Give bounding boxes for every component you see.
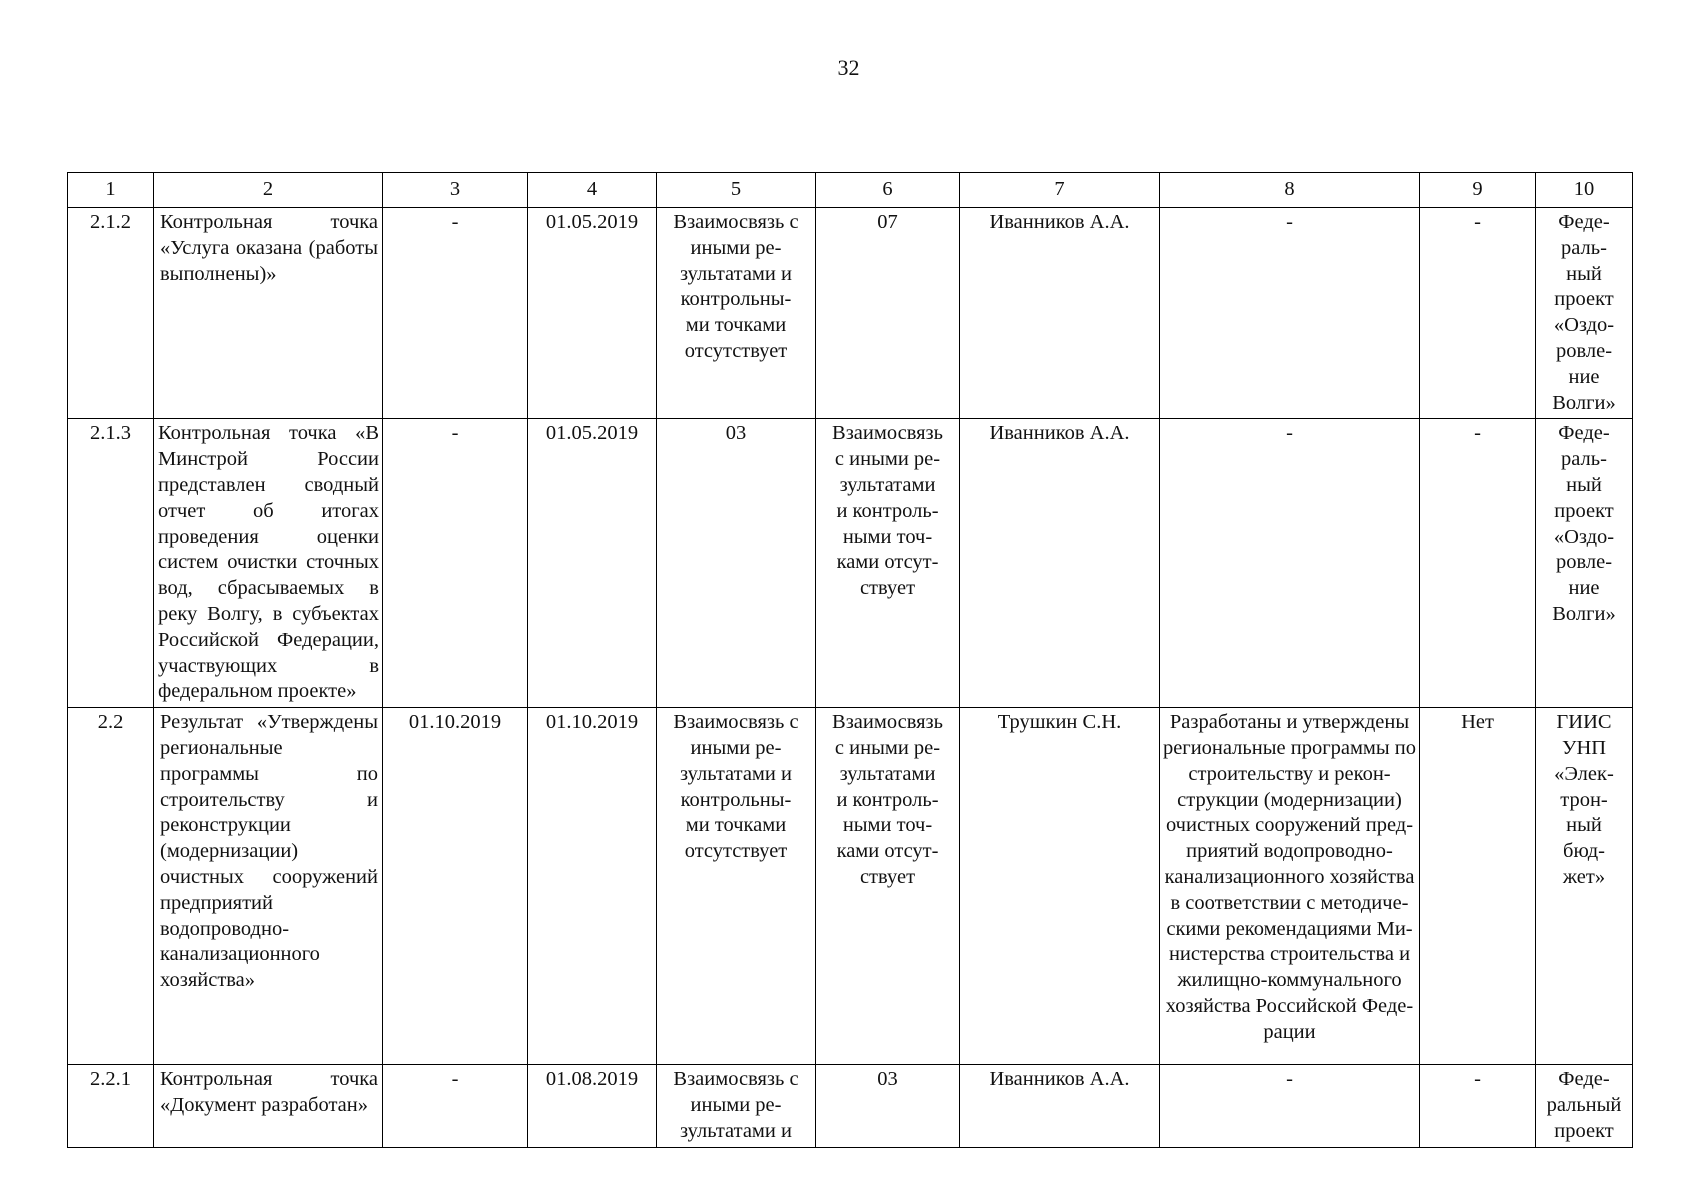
responsible-cell: Трушкин С.Н. — [960, 708, 1160, 1065]
column-header: 9 — [1420, 173, 1536, 208]
page-number: 32 — [837, 55, 860, 80]
start-date: - — [383, 419, 528, 708]
column-header: 6 — [816, 173, 960, 208]
column-header: 4 — [528, 173, 657, 208]
row-number: 2.2.1 — [68, 1065, 154, 1147]
end-date: 01.05.2019 — [528, 419, 657, 708]
row-name: Контрольная точка «В Минстрой России представлен сводный отчет об итогах проведения оценки систем очистки сточных вод, сбрасываемых в реку Волгу, в субъектах Российской Федерации, участвующих в федеральном проекте» — [154, 419, 383, 708]
row-number: 2.1.2 — [68, 208, 154, 419]
predecessor-cell: Взаимосвязь с иными ре- зультатами и — [657, 1065, 816, 1147]
system-cell: Феде- раль- ный проект «Оздо- ровле- ние Волги» — [1536, 419, 1633, 708]
result-cell: Разработаны и утверждены региональные программы по строительству и рекон- струкции (модернизации) очистных сооружений пред- приятий водопроводно- канализационного хозяйства в соответствии с методиче- скими рекомендациями Ми- нистерства строительства и жилищно-коммунального хозяйства Российской Феде- рации — [1160, 708, 1420, 1065]
successor-cell: 03 — [816, 1065, 960, 1147]
row-name: Результат «Утверждены региональные программы по строительству и реконструкции (модернизации) очистных сооружений предприятий водопроводно-канализационного хозяйства» — [154, 708, 383, 1065]
column-header: 10 — [1536, 173, 1633, 208]
row-name: Контрольная точка «Документ разработан» — [154, 1065, 383, 1147]
column-header: 5 — [657, 173, 816, 208]
start-date: 01.10.2019 — [383, 708, 528, 1065]
header-row — [68, 173, 1633, 208]
row-name: Контрольная точка «Услуга оказана (работы выполнены)» — [154, 208, 383, 419]
result-cell: - — [1160, 419, 1420, 708]
system-cell: Феде- раль- ный проект «Оздо- ровле- ние Волги» — [1536, 208, 1633, 419]
level-cell: Нет — [1420, 708, 1536, 1065]
result-cell: - — [1160, 1065, 1420, 1147]
table-row — [68, 708, 1633, 1065]
column-header: 2 — [154, 173, 383, 208]
level-cell: - — [1420, 1065, 1536, 1147]
column-header: 1 — [68, 173, 154, 208]
column-header: 7 — [960, 173, 1160, 208]
column-header: 8 — [1160, 173, 1420, 208]
level-cell: - — [1420, 419, 1536, 708]
column-header: 3 — [383, 173, 528, 208]
successor-cell: 07 — [816, 208, 960, 419]
predecessor-cell: Взаимосвязь с иными ре- зультатами и контрольны- ми точками отсутствует — [657, 208, 816, 419]
responsible-cell: Иванников А.А. — [960, 208, 1160, 419]
end-date: 01.05.2019 — [528, 208, 657, 419]
row-number: 2.2 — [68, 708, 154, 1065]
row-number: 2.1.3 — [68, 419, 154, 708]
start-date: - — [383, 208, 528, 419]
successor-cell: Взаимосвязь с иными ре- зультатами и контроль- ными точ- ками отсут- ствует — [816, 419, 960, 708]
system-cell: Феде- ральный проект — [1536, 1065, 1633, 1147]
predecessor-cell: Взаимосвязь с иными ре- зультатами и контрольны- ми точками отсутствует — [657, 708, 816, 1065]
successor-cell: Взаимосвязь с иными ре- зультатами и контроль- ными точ- ками отсут- ствует — [816, 708, 960, 1065]
responsible-cell: Иванников А.А. — [960, 1065, 1160, 1147]
level-cell: - — [1420, 208, 1536, 419]
start-date: - — [383, 1065, 528, 1147]
plan-table — [67, 172, 1633, 1148]
table-row — [68, 419, 1633, 708]
system-cell: ГИИС УНП «Элек- трон- ный бюд- жет» — [1536, 708, 1633, 1065]
predecessor-cell: 03 — [657, 419, 816, 708]
result-cell: - — [1160, 208, 1420, 419]
end-date: 01.10.2019 — [528, 708, 657, 1065]
end-date: 01.08.2019 — [528, 1065, 657, 1147]
table-row — [68, 1065, 1633, 1147]
responsible-cell: Иванников А.А. — [960, 419, 1160, 708]
table-row — [68, 208, 1633, 419]
